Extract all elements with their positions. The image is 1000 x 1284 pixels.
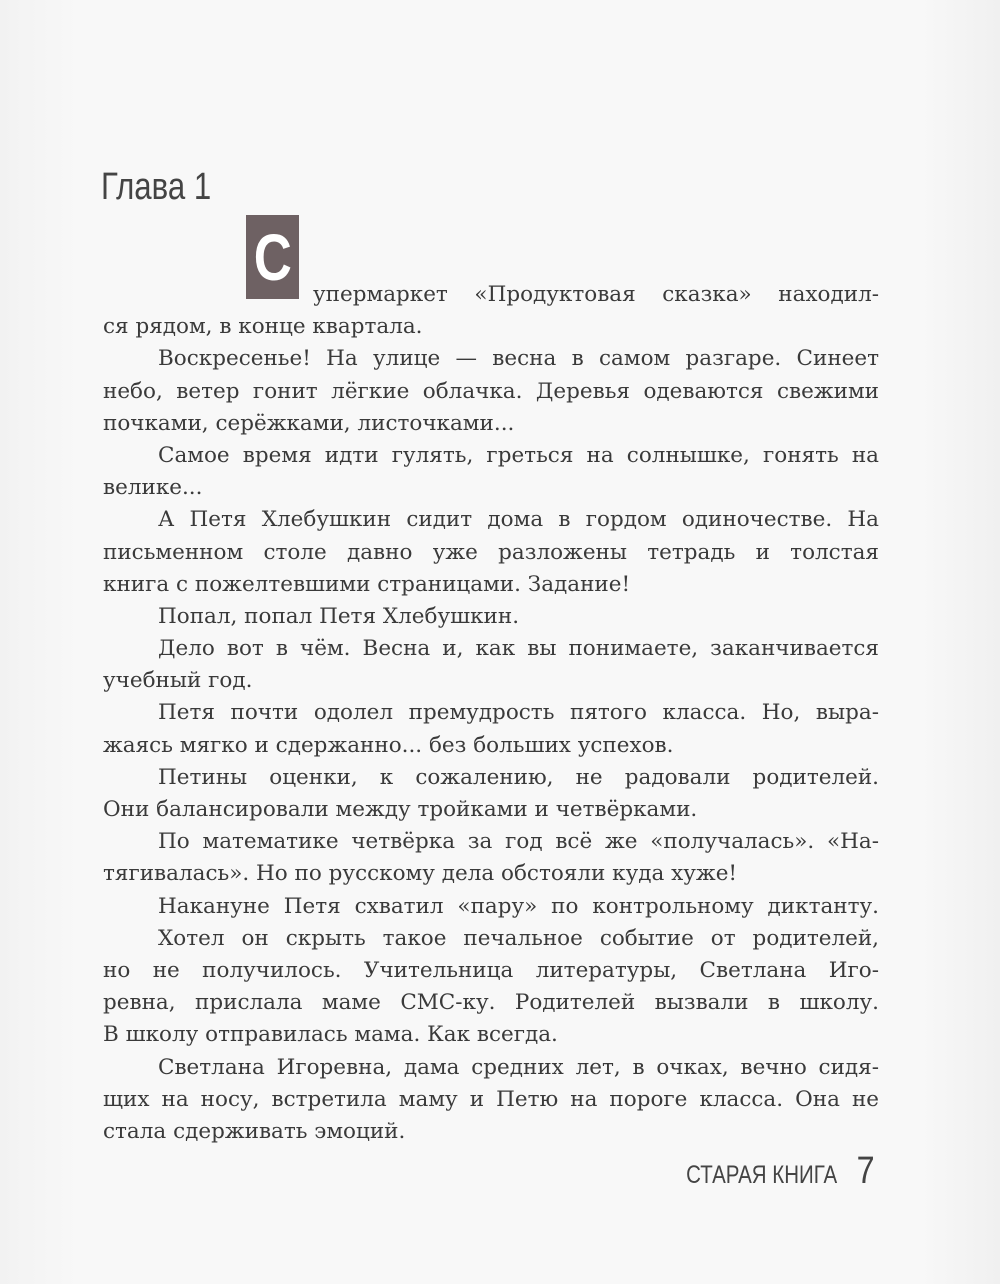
text-line: щих на носу, встретила маму и Петю на пороге класса. Она не (103, 1086, 879, 1112)
text-line: Воскресенье! На улице — весна в самом разгаре. Синеет (158, 346, 879, 372)
text-line: Они балансировали между тройками и четвёрками. (103, 797, 698, 822)
text-line: велике... (103, 475, 203, 501)
text-line: Дело вот в чём. Весна и, как вы понимаете, заканчивается (158, 636, 879, 662)
text-line: ся рядом, в конце квартала. (103, 314, 423, 340)
text-line: Самое время идти гулять, греться на солнышке, гонять на (158, 442, 879, 468)
page-number: 7 (856, 1150, 875, 1192)
text-line: Накануне Петя схватил «пару» по контрольному диктанту. (158, 893, 879, 919)
text-line: тягивалась». Но по русскому дела обстояли куда хуже! (103, 861, 738, 887)
text-line: Светлана Игоревна, дама средних лет, в очках, вечно сидя- (158, 1054, 879, 1080)
text-line: почками, серёжками, листочками... (103, 410, 515, 436)
text-line: учебный год. (103, 668, 253, 694)
drop-cap-letter: С (253, 220, 292, 294)
text-line: стала сдерживать эмоций. (103, 1118, 406, 1144)
chapter-body (103, 279, 879, 1148)
text-line: Хотел он скрыть такое печальное событие от родителей, (158, 925, 879, 951)
text-line: книга с пожелтевшими страницами. Задание! (103, 571, 631, 597)
page-footer (653, 1150, 876, 1193)
chapter-title: Глава 1 (101, 166, 212, 208)
text-line: небо, ветер гонит лёгкие облачка. Деревья одеваются свежими (103, 378, 879, 404)
text-line: упермаркет «Продуктовая сказка» находил- (313, 282, 879, 307)
text-line: письменном столе давно уже разложены тетрадь и толстая (103, 539, 879, 565)
text-line: А Петя Хлебушкин сидит дома в гордом одиночестве. На (158, 507, 879, 533)
text-line: Петя почти одолел премудрость пятого класса. Но, выра- (158, 700, 879, 726)
text-line: жаясь мягко и сдержанно... без больших успехов. (103, 732, 674, 758)
running-title: СТАРАЯ КНИГА (685, 1161, 837, 1189)
text-line: ревна, прислала маме СМС-ку. Родителей вызвали в школу. (103, 990, 879, 1016)
text-line: Попал, попал Петя Хлебушкин. (158, 603, 520, 629)
text-line: В школу отправилась мама. Как всегда. (103, 1022, 558, 1048)
text-line: но не получилось. Учительница литературы, Светлана Иго- (103, 957, 879, 983)
text-line: Петины оценки, к сожалению, не радовали родителей. (158, 764, 879, 790)
text-line: По математике четвёрка за год всё же «получалась». «На- (158, 829, 879, 855)
